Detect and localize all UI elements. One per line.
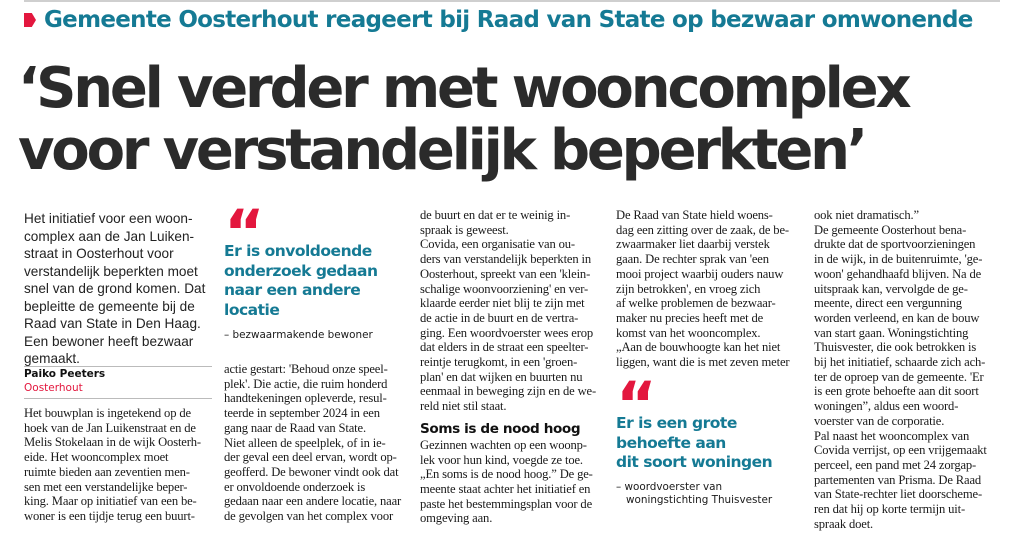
pull-quote-attribution: – bezwaarmakende bewoner <box>224 329 373 341</box>
body-line: worden verleend, en kan de bouw <box>814 310 980 325</box>
body-line: de gevolgen van het complex voor <box>224 509 394 524</box>
body-line: gedaan naar een andere locatie, naar <box>224 494 402 509</box>
body-line: gang naar de Raad van State. <box>224 420 366 435</box>
body-line: af welke problemen de bezwaar- <box>616 296 776 311</box>
quote-mark-icon: “ <box>616 368 651 441</box>
body-line: klaarde eerder niet blij te zijn met <box>420 296 585 311</box>
body-line: uitspraak kan, vervolgde de ge- <box>814 281 968 296</box>
headline-line: voor verstandelijk beperkten’ <box>18 118 865 183</box>
body-line: voerster van de corporatie. <box>814 413 945 428</box>
intro-line: Een bewoner heeft bezwaar <box>24 333 194 349</box>
pull-quote-text: Er is onvoldoende onderzoek gedaan naar een andere locatie <box>224 242 378 319</box>
body-line: de buurt en dat er te weinig in- <box>420 208 571 222</box>
body-line: ders van verstandelijk beperkten in <box>420 252 592 267</box>
headline-line: ‘Snel verder met wooncomplex <box>18 56 909 121</box>
body-line: reld niet stil staat. <box>420 399 507 414</box>
intro-line: bepleitte de gemeente bij de <box>24 298 195 314</box>
intro-line: gemaakt. <box>24 351 80 366</box>
body-line: meente, direct een vergunning <box>814 296 962 311</box>
body-line: Covida verrijst, op een vrijgemaakt <box>814 443 987 458</box>
body-line: schalige woonvoorziening' en ver- <box>420 281 589 296</box>
body-line: „Aan de bouwhoogte kan het niet <box>616 340 781 355</box>
body-line: ging. Een woordvoerster wees erop <box>420 325 594 340</box>
body-line: handtekeningen opleverde, resul- <box>224 391 387 406</box>
body-line: sen met een verstandelijke beper- <box>24 479 188 494</box>
kicker <box>24 4 1014 36</box>
body-line: Pal naast het wooncomplex van <box>814 428 970 443</box>
body-line: paste het bestemmingsplan voor de <box>420 496 593 511</box>
intro-line: straat in Oosterhout voor <box>24 246 174 261</box>
kicker-arrow-icon <box>24 13 36 27</box>
body-line: omgeving aan. <box>420 511 493 526</box>
dateline-place: Oosterhout <box>24 382 83 394</box>
pull-quote-attribution: – woordvoerster van woningstichting Thuisvester <box>616 480 773 506</box>
body-line: er onvoldoende onderzoek is <box>224 479 366 494</box>
intro-line: complex aan de Jan Luiken- <box>24 228 195 244</box>
body-line: Gezinnen wachten op een woonp- <box>420 437 587 452</box>
body-line: Oosterhout, spreekt van een 'klein- <box>420 266 591 281</box>
body-line: Melis Stokelaan in de wijk Oosterh- <box>24 435 201 450</box>
body-column-1 <box>24 406 212 524</box>
body-line: woner is een tijdje terug een buurt- <box>24 508 195 523</box>
body-line: bij het initiatief, schaarde zich ach- <box>814 355 986 370</box>
body-line: eenmaal in beweging zijn en de we- <box>420 384 597 399</box>
pull-quote-text: Er is een grote behoefte aan dit soort woningen <box>616 414 773 471</box>
body-line: „En soms is de nood hoog.” De ge- <box>420 467 593 482</box>
body-line: woon' gehandhaafd blijven. Na de <box>814 266 982 281</box>
body-column-4 <box>616 208 802 370</box>
body-line: is een grote behoefte aan dit soort <box>814 384 979 399</box>
body-line: Niet alleen de speelplek, of in ie- <box>224 435 386 450</box>
body-line: partementen van Prisma. De Raad <box>814 472 982 487</box>
intro-paragraph <box>24 210 212 368</box>
body-line: geofferd. De bewoner vindt ook dat <box>224 464 399 479</box>
body-line: komst van het wooncomplex. <box>616 325 761 340</box>
kicker-text: Gemeente Oosterhout reageert bij Raad van State op bezwaar omwonende <box>44 7 973 33</box>
body-line: Covida, een organisatie van ou- <box>420 237 575 252</box>
body-line: perceel, een pand met 24 zorgap- <box>814 457 977 472</box>
body-line: reintje terugkomt, in een 'groen- <box>420 355 578 370</box>
body-line: in de wijk, in de buitenruimte, 'ge- <box>814 252 983 267</box>
dateline-rule <box>24 398 212 399</box>
body-line: ren dat hij op korte termijn uit- <box>814 502 966 517</box>
body-line: ruimte bieden aan zeventien men- <box>24 464 190 479</box>
pull-quote-2 <box>616 368 802 507</box>
body-line: eide. Het wooncomplex moet <box>24 450 169 465</box>
top-rule <box>24 0 1000 2</box>
pull-quote-1 <box>224 196 408 342</box>
body-line: der geval een deel ervan, wordt op- <box>224 450 397 465</box>
body-line: actie gestart: 'Behoud onze speel- <box>224 362 388 376</box>
body-line: de actie in de buurt en de vertra- <box>420 310 579 325</box>
body-line: drukte dat de sportvoorzieningen <box>814 237 976 252</box>
body-line: De Raad van State hield woens- <box>616 208 773 222</box>
body-line: ter de oproep van de gemeente. 'Er <box>814 369 984 384</box>
body-line: mooi project waarbij ouders nauw <box>616 266 784 281</box>
body-line: lek voor hun kind, voegde ze toe. <box>420 452 583 467</box>
intro-line: Raad van State in Den Haag. <box>24 316 201 331</box>
body-column-5 <box>814 208 1002 531</box>
intro-line: Het initiatief voor een woon- <box>24 211 193 226</box>
body-line: ook niet dramatisch.” <box>814 208 919 222</box>
body-line: hoek van de Jan Luikenstraat en de <box>24 420 196 435</box>
body-column-2 <box>224 362 408 524</box>
body-line: plan' en dat wijken en buurten nu <box>420 369 583 384</box>
body-line: teerde in september 2024 in een <box>224 406 380 421</box>
body-line: meente staat achter het initiatief en <box>420 481 591 496</box>
body-line: zwaarmaker liet daarbij verstek <box>616 237 770 252</box>
body-line: van State-rechter liet doorscheme- <box>814 487 982 502</box>
body-line: liggen, want die is met zeven meter <box>616 355 790 370</box>
intro-line: verstandelijk beperkten moet <box>24 263 198 279</box>
body-line: maker nu precies heeft met de <box>616 310 764 325</box>
body-line: dag een zitting over de zaak, de be- <box>616 222 789 237</box>
body-line: plek'. Die actie, die ruim honderd <box>224 376 388 391</box>
intro-line: snel van de grond komen. Dat <box>24 281 206 296</box>
body-line: De gemeente Oosterhout bena- <box>814 222 967 237</box>
body-line: Thuisvester, die ook betrokken is <box>814 340 977 355</box>
body-line: spraak doet. <box>814 516 874 531</box>
subheading: Soms is de nood hoog <box>420 420 581 437</box>
body-line: dat elders in de straat een speelter- <box>420 340 589 355</box>
body-line: gaan. De rechter sprak van 'een <box>616 252 769 267</box>
body-line: king. Maar op initiatief van een be- <box>24 494 197 509</box>
quote-mark-icon: “ <box>224 196 259 269</box>
body-line: spraak is geweest. <box>420 222 509 237</box>
body-column-3 <box>420 208 604 526</box>
headline <box>18 58 1018 182</box>
body-line: van start gaan. Woningstichting <box>814 325 969 340</box>
body-line: Het bouwplan is ingetekend op de <box>24 406 191 420</box>
byline: Paiko Peeters <box>24 366 212 380</box>
body-line: zijn betrokken', en vroeg zich <box>616 281 761 296</box>
body-line: woningen”, aldus een woord- <box>814 399 959 414</box>
